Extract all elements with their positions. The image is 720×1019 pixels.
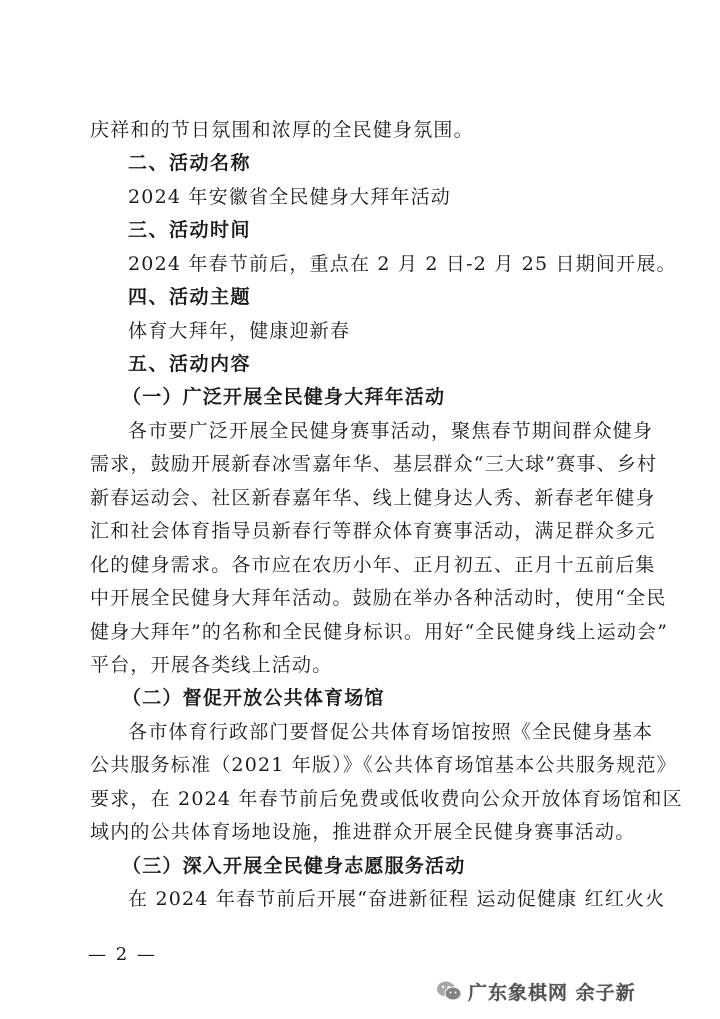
paragraph-line: 域内的公共体育场地设施，推进群众开展全民健身赛事活动。 (90, 821, 636, 843)
paragraph-line: 各市体育行政部门要督促公共体育场馆按照《全民健身基本 (128, 721, 654, 743)
watermark-text: 广东象棋网 余子新 (468, 981, 636, 1004)
paragraph-line: 中开展全民健身大拜年活动。鼓励在举办各种活动时，使用“全民 (90, 587, 667, 609)
paragraph-line: 庆祥和的节日氛围和浓厚的全民健身氛围。 (90, 119, 474, 141)
paragraph-line: 化的健身需求。各市应在农历小年、正月初五、正月十五前后集 (90, 554, 656, 576)
paragraph-line: 公共服务标准（2021 年版）》《公共体育场馆基本公共服务规范》 (90, 754, 677, 776)
page-number: — 2 — (88, 944, 157, 965)
paragraph-line: 体育大拜年，健康迎新春 (128, 320, 351, 342)
wechat-icon (436, 980, 462, 1002)
paragraph-line: 要求，在 2024 年春节前后免费或低收费向公众开放体育场馆和区 (90, 788, 683, 810)
paragraph-line: 汇和社会体育指导员新春行等群众体育赛事活动，满足群众多元 (90, 520, 656, 542)
paragraph-line: 各市要广泛开展全民健身赛事活动，聚焦春节期间群众健身 (128, 420, 654, 442)
section-heading-activity-theme: 四、活动主题 (128, 286, 252, 308)
section-heading-activity-time: 三、活动时间 (128, 219, 252, 241)
paragraph-line: 平台，开展各类线上活动。 (90, 654, 333, 676)
paragraph-line: 在 2024 年春节前后开展“奋进新征程 运动促健康 红红火火 (128, 888, 666, 910)
paragraph-line: 2024 年安徽省全民健身大拜年活动 (128, 186, 451, 208)
subsection-heading-3: （三）深入开展全民健身志愿服务活动 (122, 855, 466, 877)
section-heading-activity-name: 二、活动名称 (128, 152, 252, 174)
subsection-heading-2: （二）督促开放公共体育场馆 (122, 687, 385, 709)
paragraph-line: 新春运动会、社区新春嘉年华、线上健身达人秀、新春老年健身 (90, 487, 656, 509)
paragraph-line: 需求，鼓励开展新春冰雪嘉年华、基层群众“三大球”赛事、乡村 (90, 453, 658, 475)
paragraph-line: 健身大拜年”的名称和全民健身标识。用好“全民健身线上运动会” (90, 621, 669, 643)
subsection-heading-1: （一）广泛开展全民健身大拜年活动 (122, 386, 446, 408)
watermark (436, 978, 636, 1004)
paragraph-line: 2024 年春节前后，重点在 2 月 2 日-2 月 25 日期间开展。 (128, 253, 677, 275)
section-heading-activity-content: 五、活动内容 (128, 353, 252, 375)
